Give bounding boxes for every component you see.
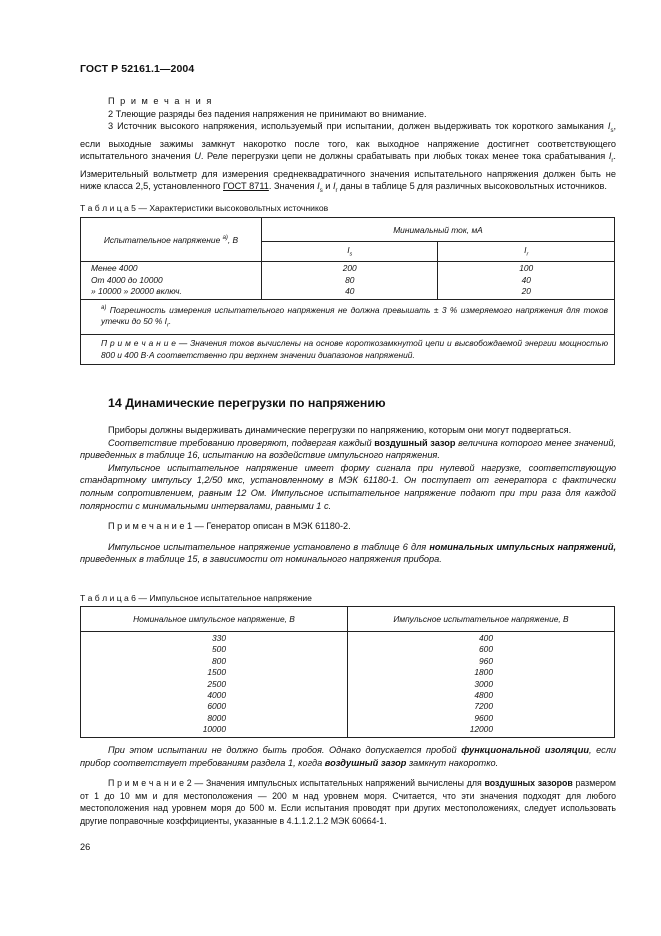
table6-rated-cell: 6000	[207, 701, 226, 712]
table6-caption: Т а б л и ц а 6 — Импульсное испытательное напряжение	[80, 593, 312, 603]
note-1: П р и м е ч а н и е 1 — Генератор описан в МЭК 61180-2.	[108, 521, 351, 532]
paragraph-5: При этом испытании не должно быть пробоя. Однако допускается пробой функциональной изоляции, если прибор соответствует требованиям раздела 1, когда воздушный зазор замкнут накоротко.	[80, 745, 617, 768]
table5-is-cell: 200	[342, 263, 357, 273]
paragraph-1: Приборы должны выдерживать динамические перегрузки по напряжению, которым они могут подвергаться.	[108, 425, 572, 435]
table5-footnote: $^{а)}$ Погрешность измерения испытательного напряжения не должна превышать ± 3 % измеряемого напряжения для токов утечки до 50 % $I_r$.	[81, 299, 615, 334]
table5-subheader-is: $I_s$	[262, 242, 438, 262]
table6-test-cell: 9600	[474, 712, 493, 723]
table6-test-cell: 600	[479, 644, 493, 655]
section14-body	[80, 424, 616, 566]
table5-is-cell: 80	[345, 274, 355, 285]
table6	[80, 606, 615, 738]
table5-subheader-ir: $I_r$	[438, 242, 615, 262]
table6-rated-cell: 800	[212, 655, 226, 666]
table6-col2-header: Импульсное испытательное напряжение, В	[348, 607, 615, 632]
paragraph-2: Соответствие требованию проверяют, подвергая каждый воздушный зазор величина которого менее значений, приведенных в таблице 16, испытанию на воздействие импульсного напряжения.	[80, 437, 616, 461]
after-table-body	[80, 744, 616, 828]
table6-test-cell: 1800	[474, 667, 493, 678]
table5-is-cell: 40	[345, 286, 355, 296]
table5-voltage-cell: Менее 4000	[91, 263, 138, 273]
note-3: 3 Источник высокого напряжения, используемый при испытании, должен выдерживать ток короткого замыкания $I_s$, если выходные зажимы замкнут накоротко после того, как выходное напряжение достигнет соответствующего испытательного значения U. Реле перегрузки цепи не должны срабатывать при любых токах менее тока срабатывания $I_r$. Измерительный вольтметр для измерения среднеквадратичного значения испытательного напряжения должен быть не ниже класса 2,5, установленного ГОСТ 8711. Значения $I_s$ и $I_r$ даны в таблице 5 для различных высоковольтных источников.	[80, 121, 616, 195]
table5	[80, 217, 615, 365]
table5-voltage-cell: От 4000 до 10000	[91, 274, 163, 285]
table6-test-cell: 960	[479, 655, 493, 666]
table5-col2-header: Минимальный ток, мА	[262, 218, 615, 242]
table6-rated-cell: 2500	[207, 678, 226, 689]
section-14-heading: 14 Динамические перегрузки по напряжению	[108, 396, 386, 410]
notes-title: П р и м е ч а н и я	[108, 96, 213, 106]
table5-caption: Т а б л и ц а 5 — Характеристики высоковольтных источников	[80, 203, 329, 213]
table6-test-cell: 3000	[474, 678, 493, 689]
page-number: 26	[80, 842, 91, 852]
table5-note: П р и м е ч а н и е — Значения токов вычислены на основе короткозамкнутой цепи и высвобождаемой энергии мощностью 800 и 400 В·А соответственно при верхнем значении диапазонов напряжений.	[81, 334, 615, 364]
paragraph-4: Импульсное испытательное напряжение установлено в таблице 6 для номинальных импульсных напряжений, приведенных в таблице 15, в зависимости от номинального напряжения прибора.	[80, 541, 616, 565]
table6-test-cell: 7200	[474, 701, 493, 712]
note-2: 2 Тлеющие разряды без падения напряжения не принимают во внимание.	[108, 108, 427, 119]
table5-voltage-cell: » 10000 » 20000 включ.	[91, 286, 182, 296]
table6-rated-cell: 4000	[207, 690, 226, 701]
table5-ir-cell: 100	[519, 263, 534, 273]
notes-block	[80, 95, 616, 198]
table6-rated-cell: 500	[212, 644, 226, 655]
table6-test-cell: 12000	[469, 724, 493, 735]
table5-body	[81, 262, 615, 300]
gost-8711-link[interactable]: ГОСТ 8711	[223, 181, 269, 192]
table6-test-cell: 400	[479, 633, 493, 643]
table6-rated-cell: 330	[212, 633, 226, 643]
table6-rated-cell: 1500	[207, 667, 226, 678]
table6-test-cell: 4800	[474, 690, 493, 701]
table6-rated-cell: 10000	[202, 724, 226, 735]
table5-col1-header: Испытательное напряжение $^{а)}$, В	[81, 218, 262, 262]
note-2: П р и м е ч а н и е 2 — Значения импульсных испытательных напряжений вычислены для воздушных зазоров размером от 1 до 10 мм и для местоположения — 200 м над уровнем моря. Считается, что эти значения подходят для любого местоположения над уровнем моря до 500 м. Если испытания проводят при других местоположениях, следует использовать другие поправочные коэффициенты, указанные в 4.1.1.2.1.2 МЭК 60664-1.	[80, 778, 616, 826]
table6-col1-header: Номинальное импульсное напряжение, В	[81, 607, 348, 632]
document-header: ГОСТ Р 52161.1—2004	[80, 63, 195, 75]
table6-rated-cell: 8000	[207, 712, 226, 723]
table5-ir-cell: 20	[521, 286, 531, 296]
table5-ir-cell: 40	[521, 274, 531, 285]
paragraph-3: Импульсное испытательное напряжение имеет форму сигнала при нулевой нагрузке, соответствующую стандартному импульсу 1,2/50 мкс, установленному в МЭК 61180-1. Он поступает от генератора с фактически полным сопротивлением, равным 12 Ом. Импульсное испытательное напряжение подают при три раза для каждой полярности с минимальными интервалами, равными 1 с.	[80, 462, 616, 511]
